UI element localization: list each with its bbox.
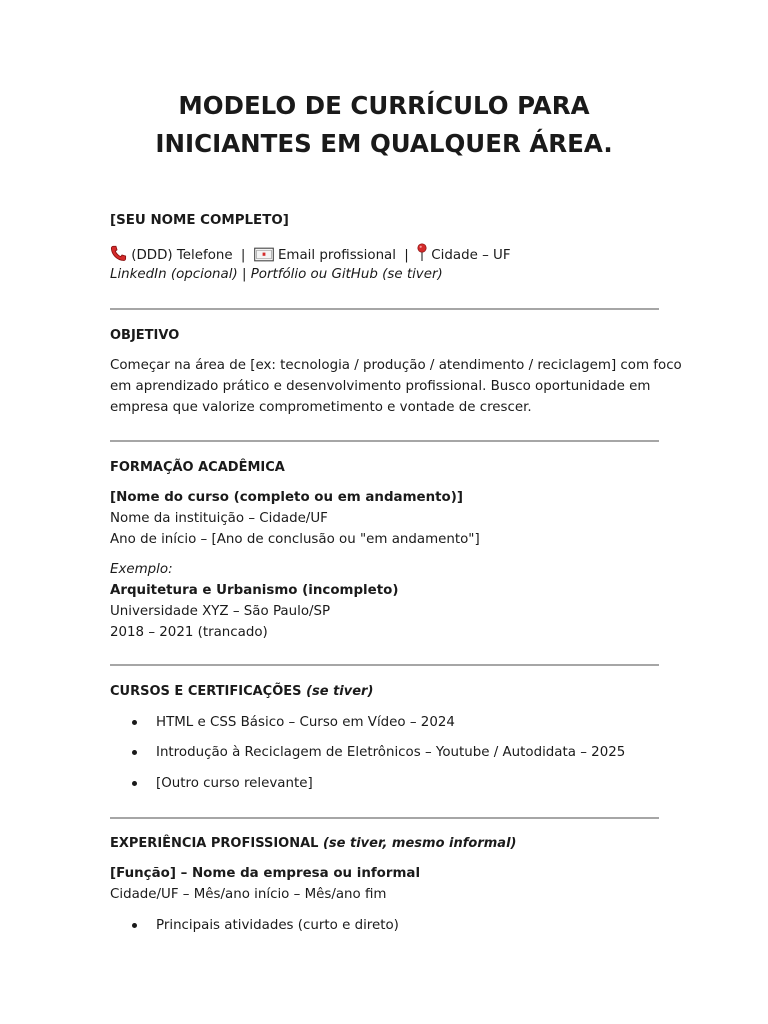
section-heading-text: CURSOS E CERTIFICAÇÕES [110,684,302,699]
course-name: [Nome do curso (completo ou em andamento)] [110,490,463,505]
document-title-line-1: MODELO DE CURRÍCULO PARA [178,91,590,120]
institution-text: Nome da instituição – Cidade/UF [110,511,328,526]
job-dates: Cidade/UF – Mês/ano início – Mês/ano fim [110,887,387,902]
section-divider [110,817,659,819]
section-heading-text: EXPERIÊNCIA PROFISSIONAL [110,836,319,851]
contact-separator: | [240,248,246,263]
section-heading-experiencia [110,833,660,854]
contact-separator: | [404,248,409,263]
objetivo-line: empresa que valorize comprometimento e vontade de crescer. [110,400,532,415]
document-title [0,87,768,163]
objetivo-line: Começar na área de [ex: tecnologia / produção / atendimento / reciclagem] com foco [110,358,682,373]
section-divider [110,440,659,442]
bullet-icon [132,781,137,786]
bullet-icon [132,720,137,725]
example-label: Exemplo: [110,562,173,577]
list-item-text: HTML e CSS Básico – Curso em Vídeo – 2024 [156,715,455,730]
bullet-icon [132,923,137,928]
bullet-icon [132,750,137,755]
document-title-line-2: INICIANTES EM QUALQUER ÁREA. [155,129,613,158]
list-item-text: Introdução à Reciclagem de Eletrônicos – Youtube / Autodidata – 2025 [156,745,626,760]
experience-entry [110,863,660,905]
phone-text: (DDD) Telefone [131,248,233,263]
job-role: [Função] – Nome da empresa ou informal [110,866,421,881]
full-name: [SEU NOME COMPLETO] [110,213,289,228]
section-heading-formacao: FORMAÇÃO ACADÊMICA [110,460,285,475]
section-heading-note: (se tiver) [306,684,374,699]
example-course-name: Arquitetura e Urbanismo (incompleto) [110,583,399,598]
section-heading-cursos [110,681,660,702]
section-heading-note: (se tiver, mesmo informal) [322,836,517,851]
section-divider [110,664,659,666]
email-text: Email profissional [277,248,396,263]
example-institution: Universidade XYZ – São Paulo/SP [110,604,331,619]
example-years: 2018 – 2021 (trancado) [110,625,268,640]
city-text: Cidade – UF [431,248,511,263]
objetivo-paragraph [110,355,682,418]
section-heading-objetivo: OBJETIVO [110,328,180,343]
list-item-text: Principais atividades (curto e direto) [156,918,399,933]
list-item-text: [Outro curso relevante] [156,776,313,791]
links-line: LinkedIn (opcional) | Portfólio ou GitHub (se tiver) [110,267,443,282]
formacao-example [110,559,660,643]
years-text: Ano de início – [Ano de conclusão ou "em andamento"] [110,532,480,547]
formacao-template [110,487,660,550]
objetivo-line: em aprendizado prático e desenvolvimento profissional. Busco oportunidade em [110,379,651,394]
section-divider [110,308,659,310]
